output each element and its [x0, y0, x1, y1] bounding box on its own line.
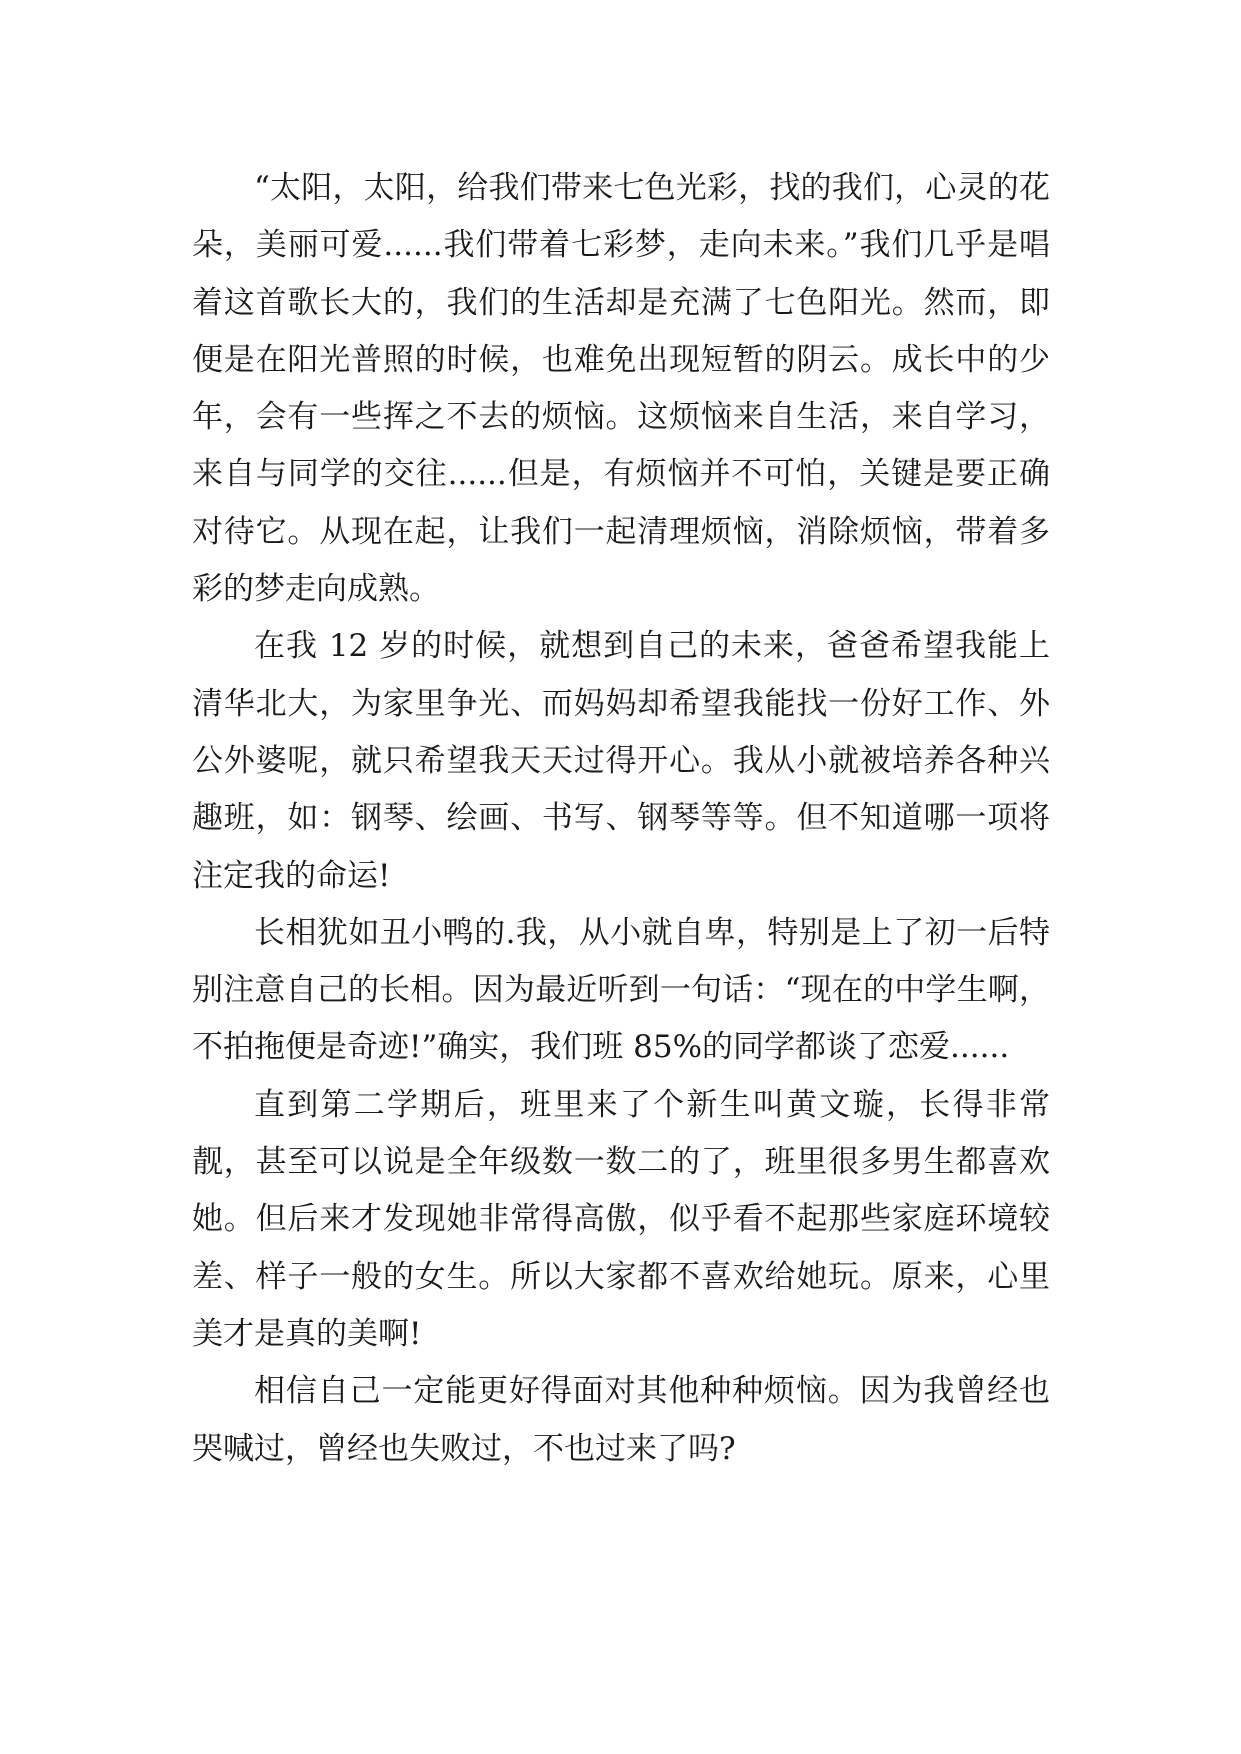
body-text	[192, 160, 1050, 1478]
paragraph-3: 长相犹如丑小鸭的.我，从小就自卑，特别是上了初一后特别注意自己的长相。因为最近听到一句话：“现在的中学生啊，不拍拖便是奇迹!”确实，我们班 85%的同学都谈了恋爱......	[192, 914, 1050, 1066]
paragraph-2: 在我 12 岁的时候，就想到自己的未来，爸爸希望我能上清华北大，为家里争光、而妈妈却希望我能找一份好工作、外公外婆呢，就只希望我天天过得开心。我从小就被培养各种兴趣班，如：钢琴、绘画、书写、钢琴等等。但不知道哪一项将注定我的命运!	[192, 628, 1050, 894]
paragraph-1: “太阳，太阳，给我们带来七色光彩，找的我们，心灵的花朵，美丽可爱......我们带着七彩梦，走向未来。”我们几乎是唱着这首歌长大的，我们的生活却是充满了七色阳光。然而，即便是在阳光普照的时候，也难免出现短暂的阴云。成长中的少年，会有一些挥之不去的烦恼。这烦恼来自生活，来自学习，来自与同学的交往......但是，有烦恼并不可怕，关键是要正确对待它。从现在起，让我们一起清理烦恼，消除烦恼，带着多彩的梦走向成熟。	[192, 170, 1050, 608]
paragraph-5: 相信自己一定能更好得面对其他种种烦恼。因为我曾经也哭喊过，曾经也失败过，不也过来了吗?	[192, 1373, 1050, 1467]
paragraph-4: 直到第二学期后，班里来了个新生叫黄文璇，长得非常靓，甚至可以说是全年级数一数二的了，班里很多男生都喜欢她。但后来才发现她非常得高傲，似乎看不起那些家庭环境较差、样子一般的女生。所以大家都不喜欢给她玩。原来，心里美才是真的美啊!	[192, 1086, 1050, 1352]
